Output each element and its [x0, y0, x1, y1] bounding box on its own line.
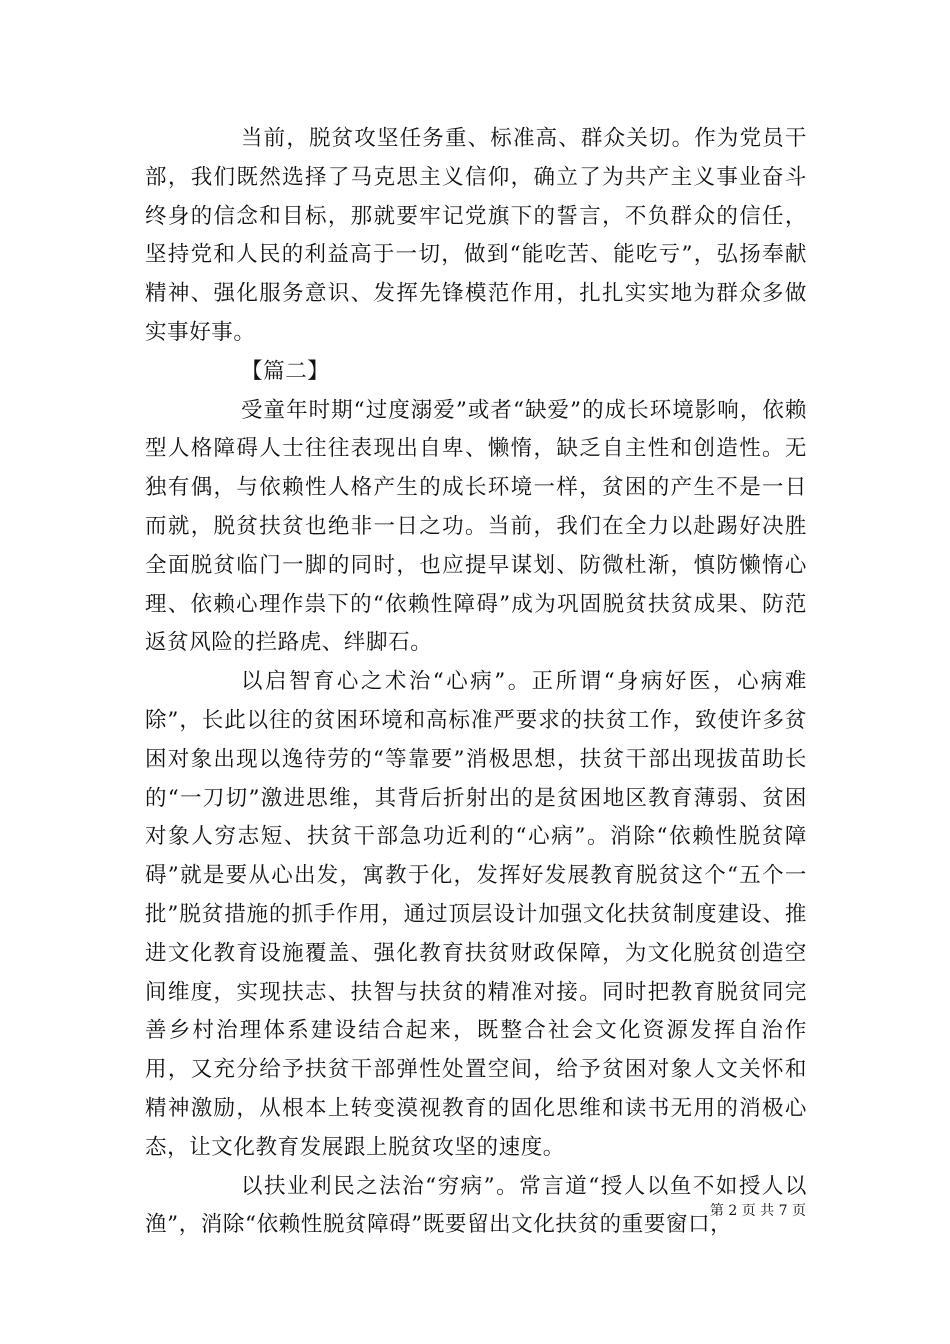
paragraph-dependency: 受童年时期“过度溺爱”或者“缺爱”的成长环境影响，依赖型人格障碍人士往往表现出自卑、懒惰，缺乏自主性和创造性。无独有偶，与依赖性人格产生的成长环境一样，贫困的产生不是一日而就，脱贫扶贫也绝非一日之功。当前，我们在全力以赴踢好决胜全面脱贫临门一脚的同时，也应提早谋划、防微杜渐，慎防懒惰心理、依赖心理作祟下的“依赖性障碍”成为巩固脱贫扶贫成果、防范返贫风险的拦路虎、绊脚石。: [145, 397, 807, 656]
page-number: 第 2 页 共 7 页: [709, 1203, 806, 1219]
section-heading: 【篇二】: [241, 358, 330, 384]
paragraph-heart-illness: 以启智育心之术治“心病”。正所谓“身病好医，心病难除”，长此以往的贫困环境和高标准严要求的扶贫工作，致使许多贫困对象出现以逸待劳的“等靠要”消极思想，扶贫干部出现拔苗助长的“一刀切”激进思维，其背后折射出的是贫困地区教育薄弱、贫困对象人穷志短、扶贫干部急功近利的“心病”。消除“依赖性脱贫障碍”就是要从心出发，寓教于化，发挥好发展教育脱贫这个“五个一批”脱贫措施的抓手作用，通过顶层设计加强文化扶贫制度建设、推进文化教育设施覆盖、强化教育扶贫财政保障，为文化脱贫创造空间维度，实现扶志、扶智与扶贫的精准对接。同时把教育脱贫同完善乡村治理体系建设结合起来，既整合社会文化资源发挥自治作用，又充分给予扶贫干部弹性处置空间，给予贫困对象人文关怀和精神激励，从根本上转变漠视教育的固化思维和读书无用的消极心态，让文化教育发展跟上脱贫攻坚的速度。: [145, 669, 807, 1160]
paragraph-intro: 当前，脱贫攻坚任务重、标准高、群众关切。作为党员干部，我们既然选择了马克思主义信仰，确立了为共产主义事业奋斗终身的信念和目标，那就要牢记党旗下的誓言，不负群众的信任，坚持党和人民的利益高于一切，做到“能吃苦、能吃亏”，弘扬奉献精神、强化服务意识、发挥先锋模范作用，扎扎实实地为群众多做实事好事。: [145, 126, 807, 345]
document-body: [145, 120, 807, 1245]
paragraph-poverty-illness: 以扶业利民之法治“穷病”。常言道“授人以鱼不如授人以渔”，消除“依赖性脱贫障碍”既要留出文化扶贫的重要窗口，: [145, 1173, 807, 1238]
